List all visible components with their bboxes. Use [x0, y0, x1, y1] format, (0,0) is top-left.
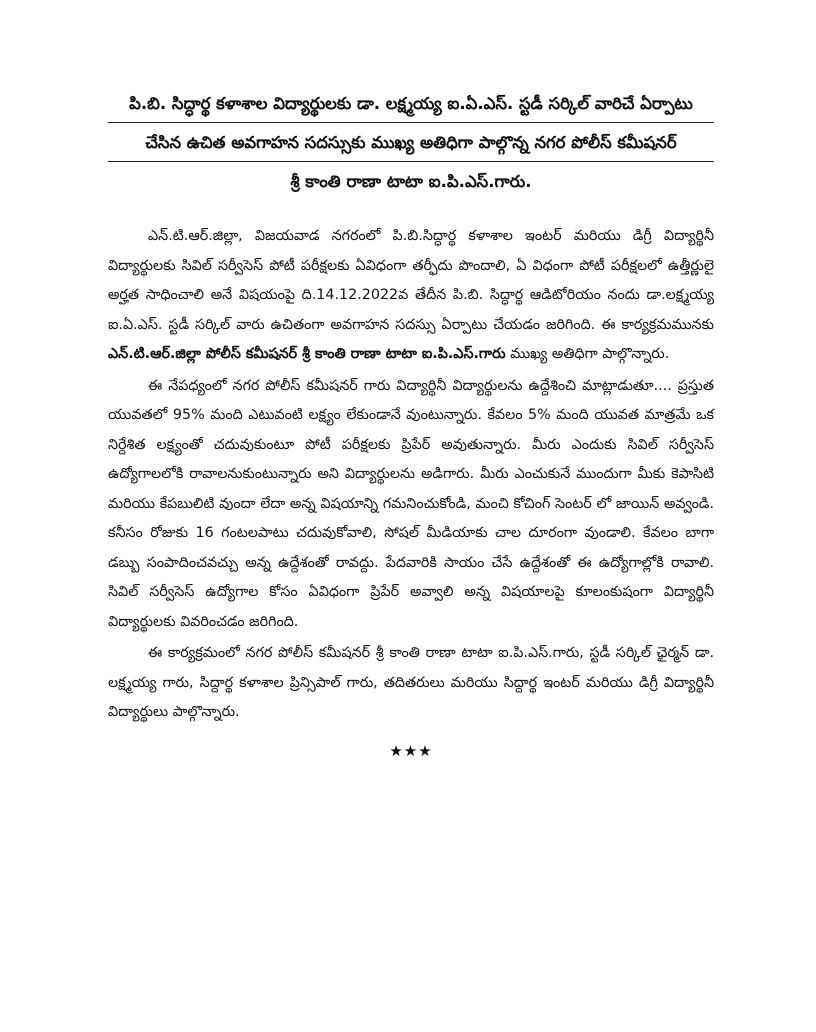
chief-guest-bold-text: ఎన్.టి.ఆర్.జిల్లా పోలీస్ కమీషనర్ శ్రీ కాంతి రాణా టాటా ఐ.పి.ఎస్.గారు [108, 346, 506, 362]
paragraph-participants: ఈ కార్యక్రమంలో నగర పోలీస్ కమీషనర్ శ్రీ కాంతి రాణా టాటా ఐ.పి.ఎస్.గారు, స్టడీ సర్కిల్ ఛైర్మన్ డా. లక్ష్మయ్య గారు, సిద్దార్థ కళాశాల ప్రిన్సిపాల్ గారు, తదితరులు మరియు సిద్దార్థ ఇంటర్ మరియు డిగ్రీ విద్యార్థినీ విద్యార్థులు పాల్గొన్నారు. [108, 645, 714, 720]
title-line-1: పి.బి. సిద్ధార్థ కళాశాల విద్యార్థులకు డా. లక్ష్మయ్య ఐ.ఏ.ఎస్. స్టడీ సర్కిల్ వారిచే ఏర్పాటు [108, 92, 714, 123]
title-line-2: చేసిన ఉచిత అవగాహన సదస్సుకు ముఖ్య అతిధిగా పాల్గొన్న నగర పోలీస్ కమీషనర్ [108, 131, 714, 162]
end-mark: ★★★ [389, 741, 433, 760]
title-line-3: శ్రీ కాంతి రాణా టాటా ఐ.పి.ఎస్.గారు. [290, 172, 532, 191]
document-title [108, 92, 714, 200]
paragraph-intro [108, 222, 714, 370]
paragraph-intro-text-a: ఎన్.టి.ఆర్.జిల్లా, విజయవాడ నగరంలో పి.బి.సిద్ధార్థ కళాశాల ఇంటర్ మరియు డిగ్రీ విద్యార్థినీ విద్యార్థులకు సివిల్ సర్వీసెస్ పోటీ పరీక్షలకు ఏవిధంగా తర్ఫీదు పొందాలి, ఏ విధంగా పోటీ పరీక్షలలో ఉత్తీర్ణులై అర్హత సాధించాలి అనే విషయంపై ది.14.12.2022వ తేదీన పి.బి. సిద్ధార్థ ఆడిటోరియం నందు డా.లక్ష్మయ్య ఐ.ఏ.ఎస్. స్టడీ సర్కిల్ వారు ఉచితంగా అవగాహన సదస్సు ఏర్పాటు చేయడం జరిగింది. ఈ కార్యక్రమమునకు [108, 228, 714, 333]
paragraph-speech: ఈ నేపధ్యంలో నగర పోలీస్ కమీషనర్ గారు విద్యార్థినీ విద్యార్థులను ఉద్దేశించి మాట్లాడుతూ.... ప్రస్తుత యువతలో 95% మంది ఎటువంటి లక్ష్యం లేకుండానే వుంటున్నారు. కేవలం 5% మంది యువత మాత్రమే ఒక నిర్దేశిత లక్ష్యంతో చదువుకుంటూ పోటీ పరీక్షలకు ప్రిపేర్ అవుతున్నారు. మీరు ఎందుకు సివిల్ సర్వీసెస్ ఉద్యోగాలలోకి రావాలనుకుంటున్నారు అని విద్యార్థులను అడిగారు. మీరు ఎంచుకునే ముందుగా మీకు కెపాసిటి మరియు కేపబులిటి వుందా లేదా అన్న విషయాన్ని గమనించుకోండి, మంచి కోచింగ్ సెంటర్ లో జాయిన్ అవ్వండి. కనీసం రోజుకు 16 గంటలపాటు చదువుకోవాలి, సోషల్ మీడియాకు చాల దూరంగా వుండాలి. కేవలం బాగా డబ్బు సంపాదించవచ్చు అన్న ఉద్దేశంతో రావద్దు. పేదవారికి సాయం చేసే ఉద్దేశంతో ఈ ఉద్యోగాల్లోకి రావాలి. సివిల్ సర్వీసెస్ ఉద్యోగాల కోసం ఏవిధంగా ప్రిపేర్ అవ్వాలి అన్న విషయాలపై కూలంకుషంగా విద్యార్థినీ విద్యార్థులకు వివరించడం జరిగింది. [108, 377, 714, 630]
paragraph-intro-text-b: ముఖ్య అతిధిగా పాల్గొన్నారు. [505, 346, 670, 362]
